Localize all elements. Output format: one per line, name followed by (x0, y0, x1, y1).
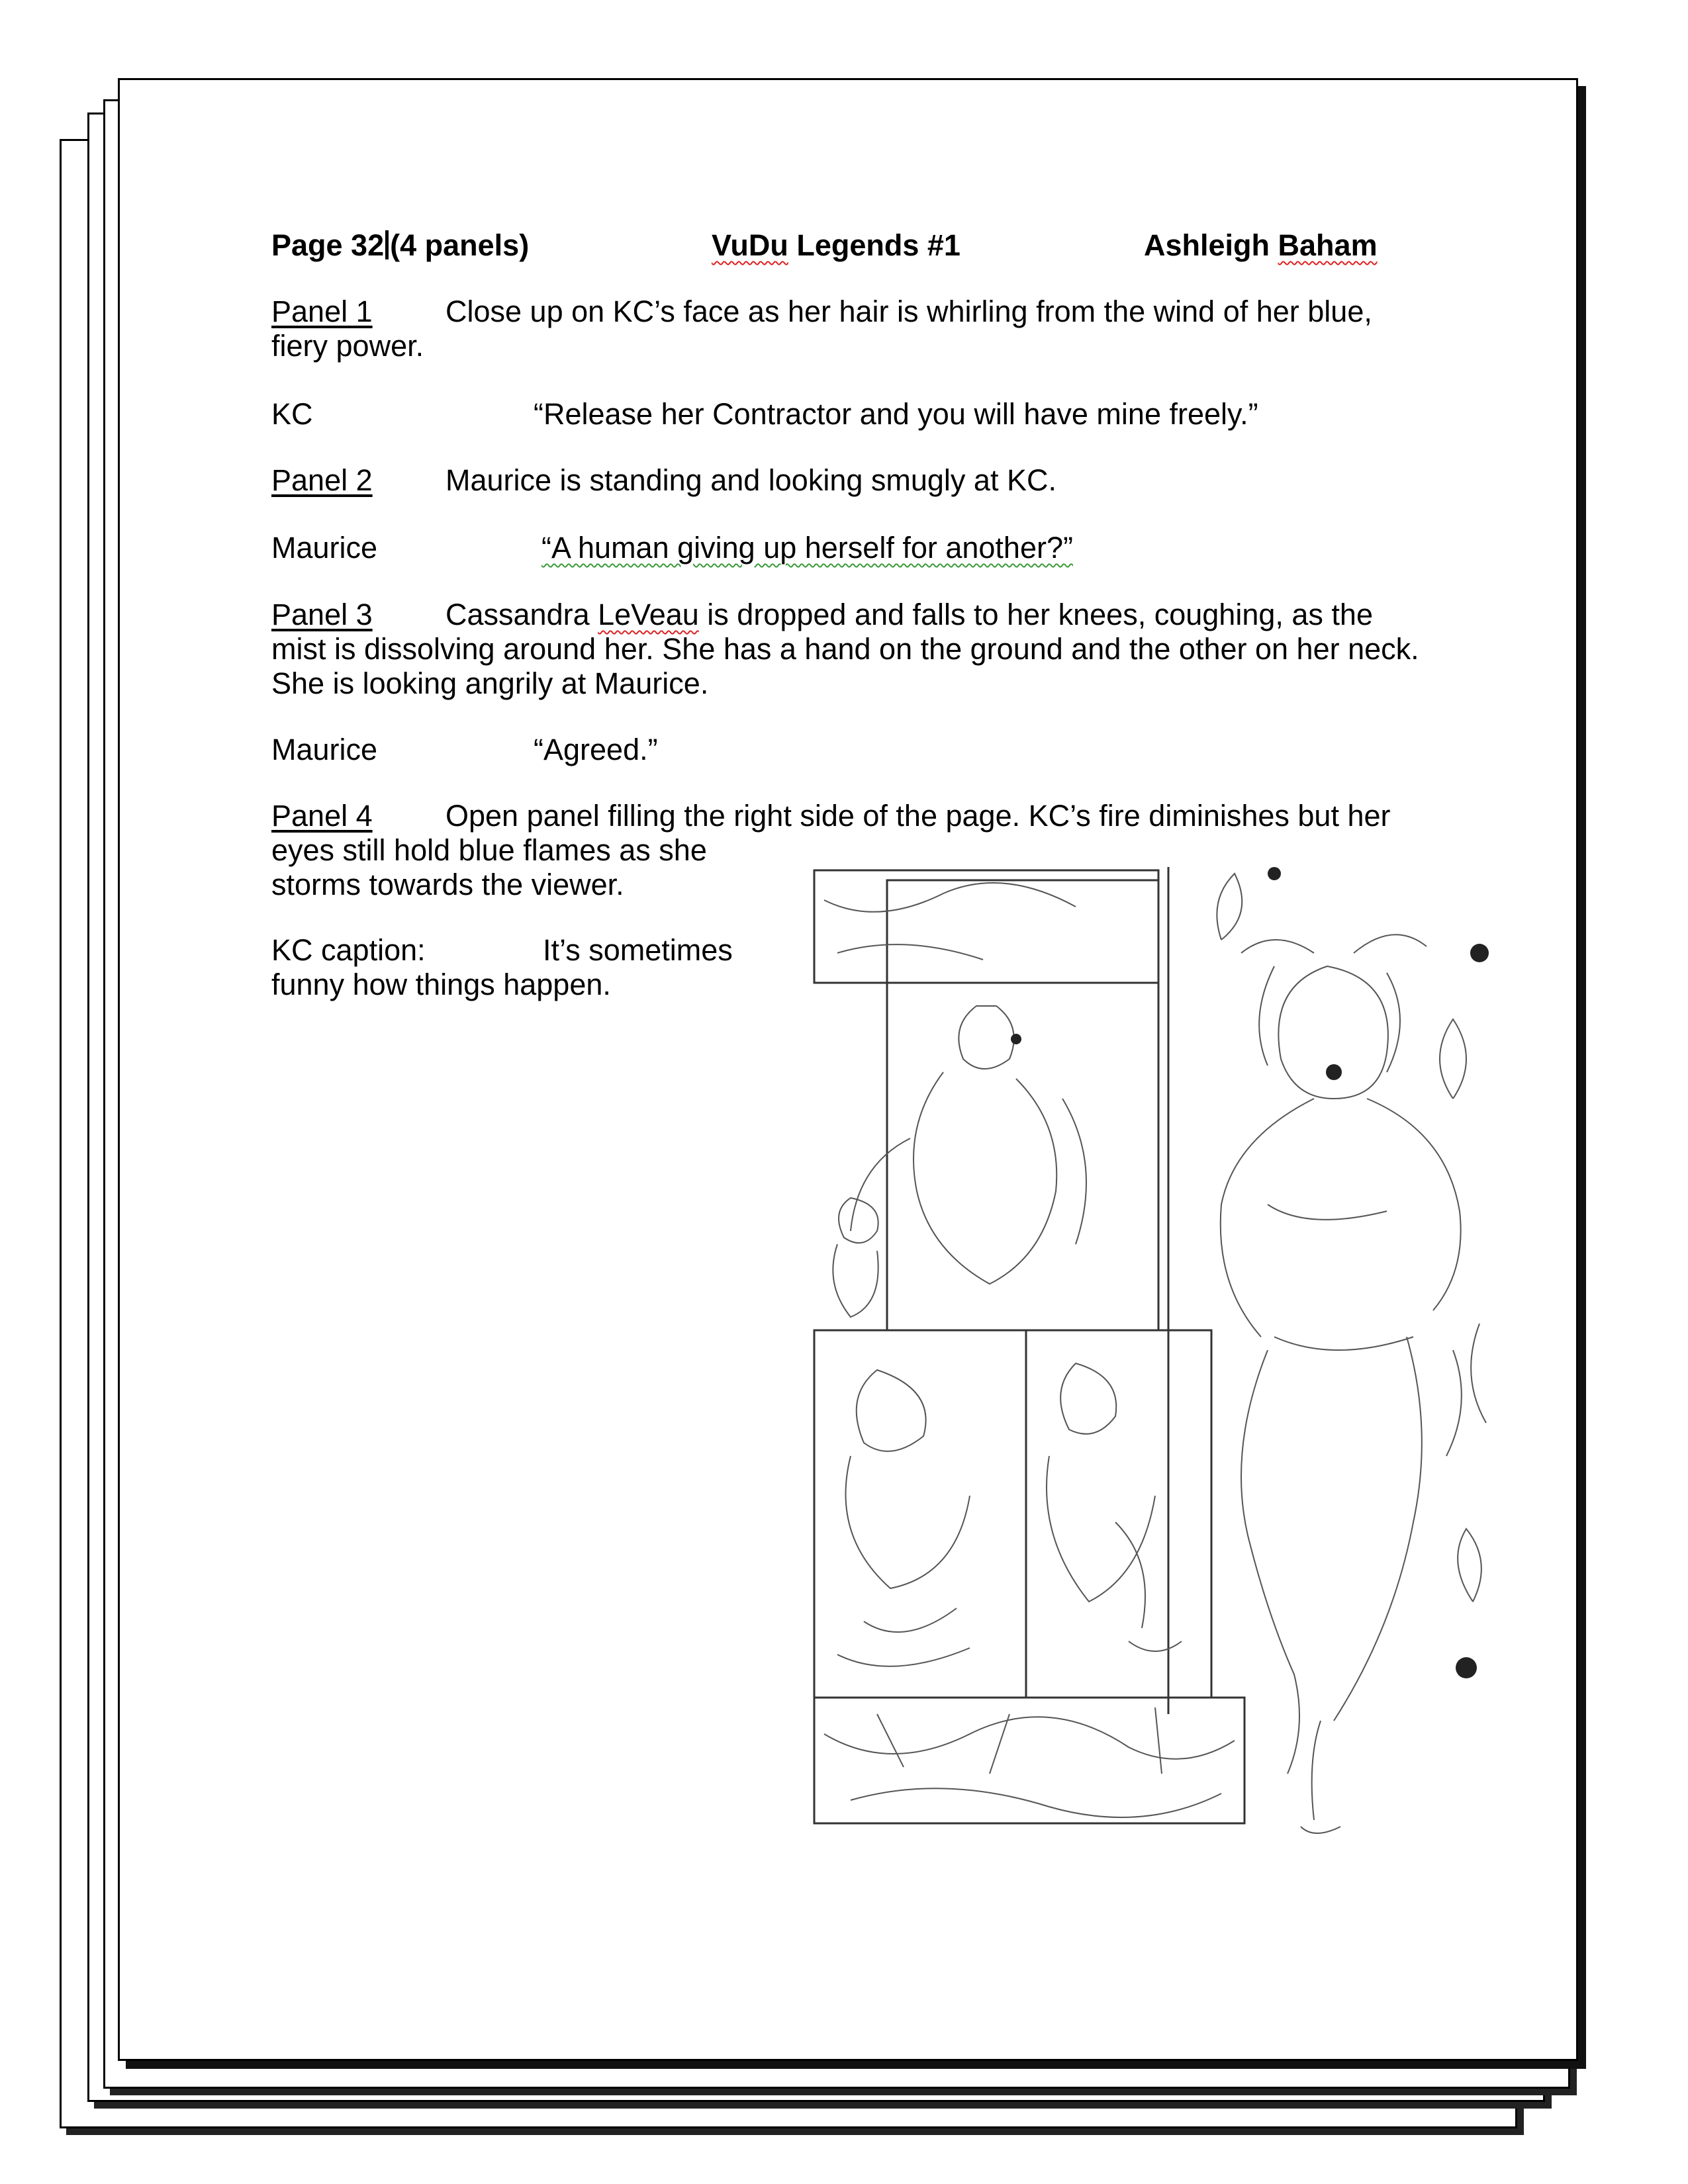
panel-3-text-line2: mist is dissolving around her. She has a hand on the ground and the other on her neck. (271, 632, 1419, 666)
author-name (1144, 228, 1378, 263)
maurice-dialogue-2 (271, 733, 1436, 767)
caption-text: It’s sometimes (543, 933, 733, 967)
panel-2-label: Panel 2 (271, 463, 373, 497)
maurice-speaker-2: Maurice (271, 733, 378, 766)
panel-4-text-line3: storms towards the viewer. (271, 868, 624, 901)
panel-4-text-line2: eyes still hold blue flames as she (271, 833, 707, 867)
maurice-dialogue-1 (271, 531, 1436, 565)
author-last: Baham (1278, 228, 1378, 262)
comic-page-pencil-art (811, 860, 1499, 1843)
art-panel-border (1026, 1330, 1211, 1698)
kc-dialogue (271, 397, 1436, 432)
panel-3-text-line3: She is looking angrily at Maurice. (271, 666, 709, 700)
panel-1-description (271, 295, 1436, 363)
caption-speaker: KC caption: (271, 933, 426, 967)
panel-3-text-a: Cassandra (445, 598, 598, 631)
panel-1-text: Close up on KC’s face as her hair is whirling from the wind of her blue, (445, 295, 1372, 328)
title-rest: Legends #1 (788, 228, 961, 262)
maurice-line-1: “A human giving up herself for another?” (541, 531, 1073, 565)
page-number (271, 228, 529, 263)
page-label: Page 32 (271, 228, 385, 262)
maurice-line-2: “Agreed.” (534, 733, 658, 766)
text-cursor (385, 230, 389, 259)
kc-speaker: KC (271, 397, 313, 431)
art-panel-border (814, 870, 1158, 983)
panel-count: (4 panels) (390, 228, 530, 262)
art-panel-border (887, 880, 1158, 1330)
panel-1-text-cont: fiery power. (271, 329, 424, 363)
panel-2-description (271, 463, 1436, 498)
panel-4-text: Open panel filling the right side of the page. KC’s fire diminishes but her (445, 799, 1391, 833)
comic-title (712, 228, 961, 263)
panel-1-label: Panel 1 (271, 295, 373, 328)
author-first: Ashleigh (1144, 228, 1278, 262)
panel-3-text-b: is dropped and falls to her knees, coughing, as the (698, 598, 1373, 631)
title-spellcheck-word: VuDu (712, 228, 788, 262)
panel-3-name: LeVeau (598, 598, 699, 631)
kc-line: “Release her Contractor and you will have mine freely.” (534, 397, 1258, 431)
art-panel-border (814, 1330, 1026, 1698)
caption-text-line2: funny how things happen. (271, 968, 611, 1001)
panel-3-description (271, 598, 1436, 701)
maurice-speaker-1: Maurice “A human giving up herself for another?” (271, 531, 1073, 565)
panel-2-text: Maurice is standing and looking smugly at KC. (445, 463, 1056, 497)
panel-3-label: Panel 3 (271, 598, 373, 631)
panel-4-label: Panel 4 (271, 799, 373, 833)
